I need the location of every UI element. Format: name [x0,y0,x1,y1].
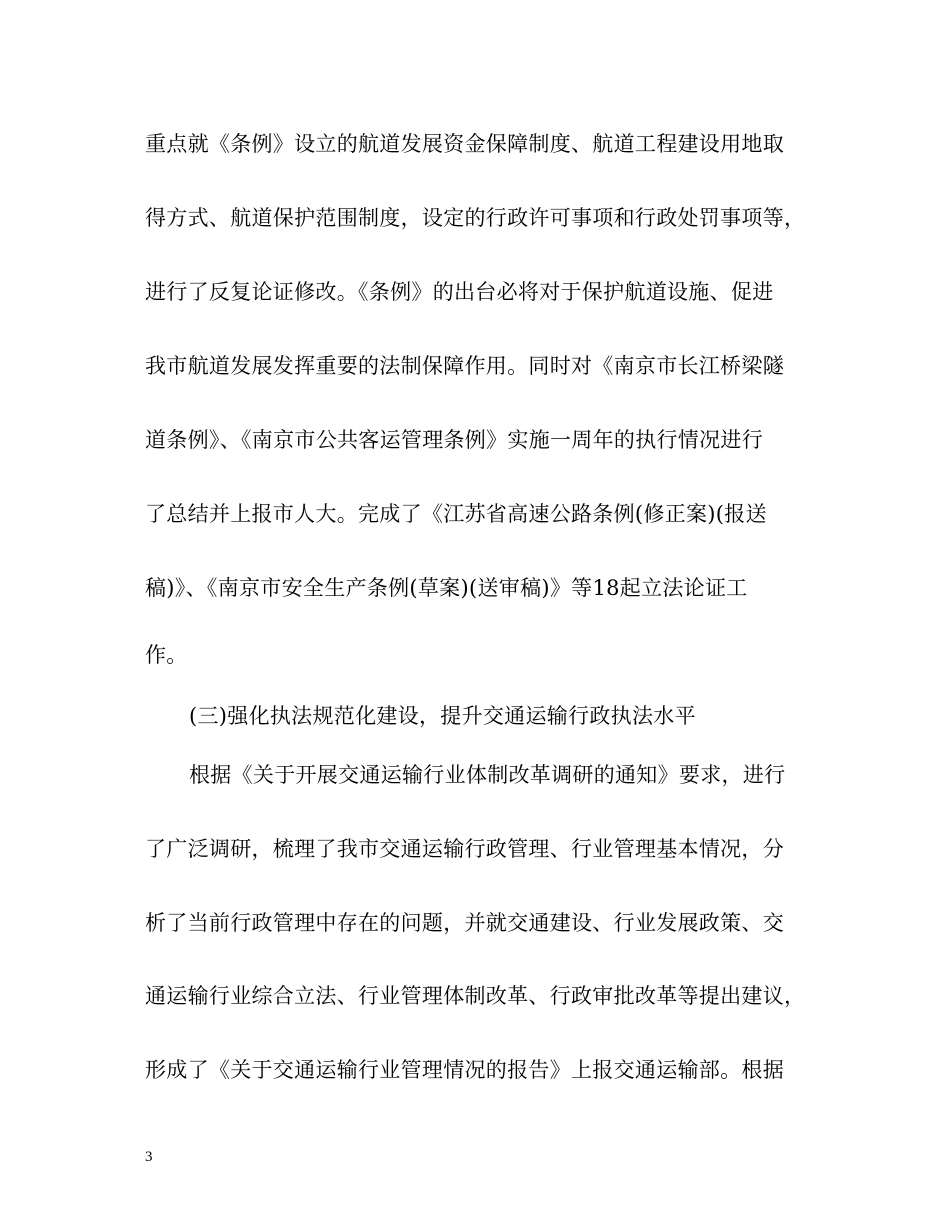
body-text-line: 根据《关于开展交通运输行业体制改革调研的通知》要求，进行 [189,763,786,787]
body-text-line: 重点就《条例》设立的航道发展资金保障制度、航道工程建设用地取 [145,132,784,156]
body-text-line: 我市航道发展发挥重要的法制保障作用。同时对《南京市长江桥梁隧 [145,354,784,378]
body-text-line: 通运输行业综合立法、行业管理体制改革、行政审批改革等提出建议， [145,984,806,1008]
body-text-line: 作。 [145,643,188,667]
body-text-line: 了总结并上报市人大。完成了《江苏省高速公路条例(修正案)(报送 [145,502,767,526]
section-heading: (三)强化执法规范化建设，提升交通运输行政执法水平 [189,704,696,728]
body-text-line: 进行了反复论证修改。《条例》的出台必将对于保护航道设施、促进 [145,280,774,304]
body-text-line: 稿)》、《南京市安全生产条例(草案)(送审稿)》等18起立法论证工 [145,576,748,600]
body-text-line: 得方式、航道保护范围制度，设定的行政许可事项和行政处罚事项等， [145,206,806,230]
body-text-line: 道条例》、《南京市公共客运管理条例》实施一周年的执行情况进行 [145,428,763,452]
page-number: 3 [145,1149,153,1165]
body-text-line: 了广泛调研，梳理了我市交通运输行政管理、行业管理基本情况，分 [145,837,784,861]
body-text-line: 形成了《关于交通运输行业管理情况的报告》上报交通运输部。根据 [145,1058,784,1082]
body-text-line: 析了当前行政管理中存在的问题，并就交通建设、行业发展政策、交 [145,911,784,935]
